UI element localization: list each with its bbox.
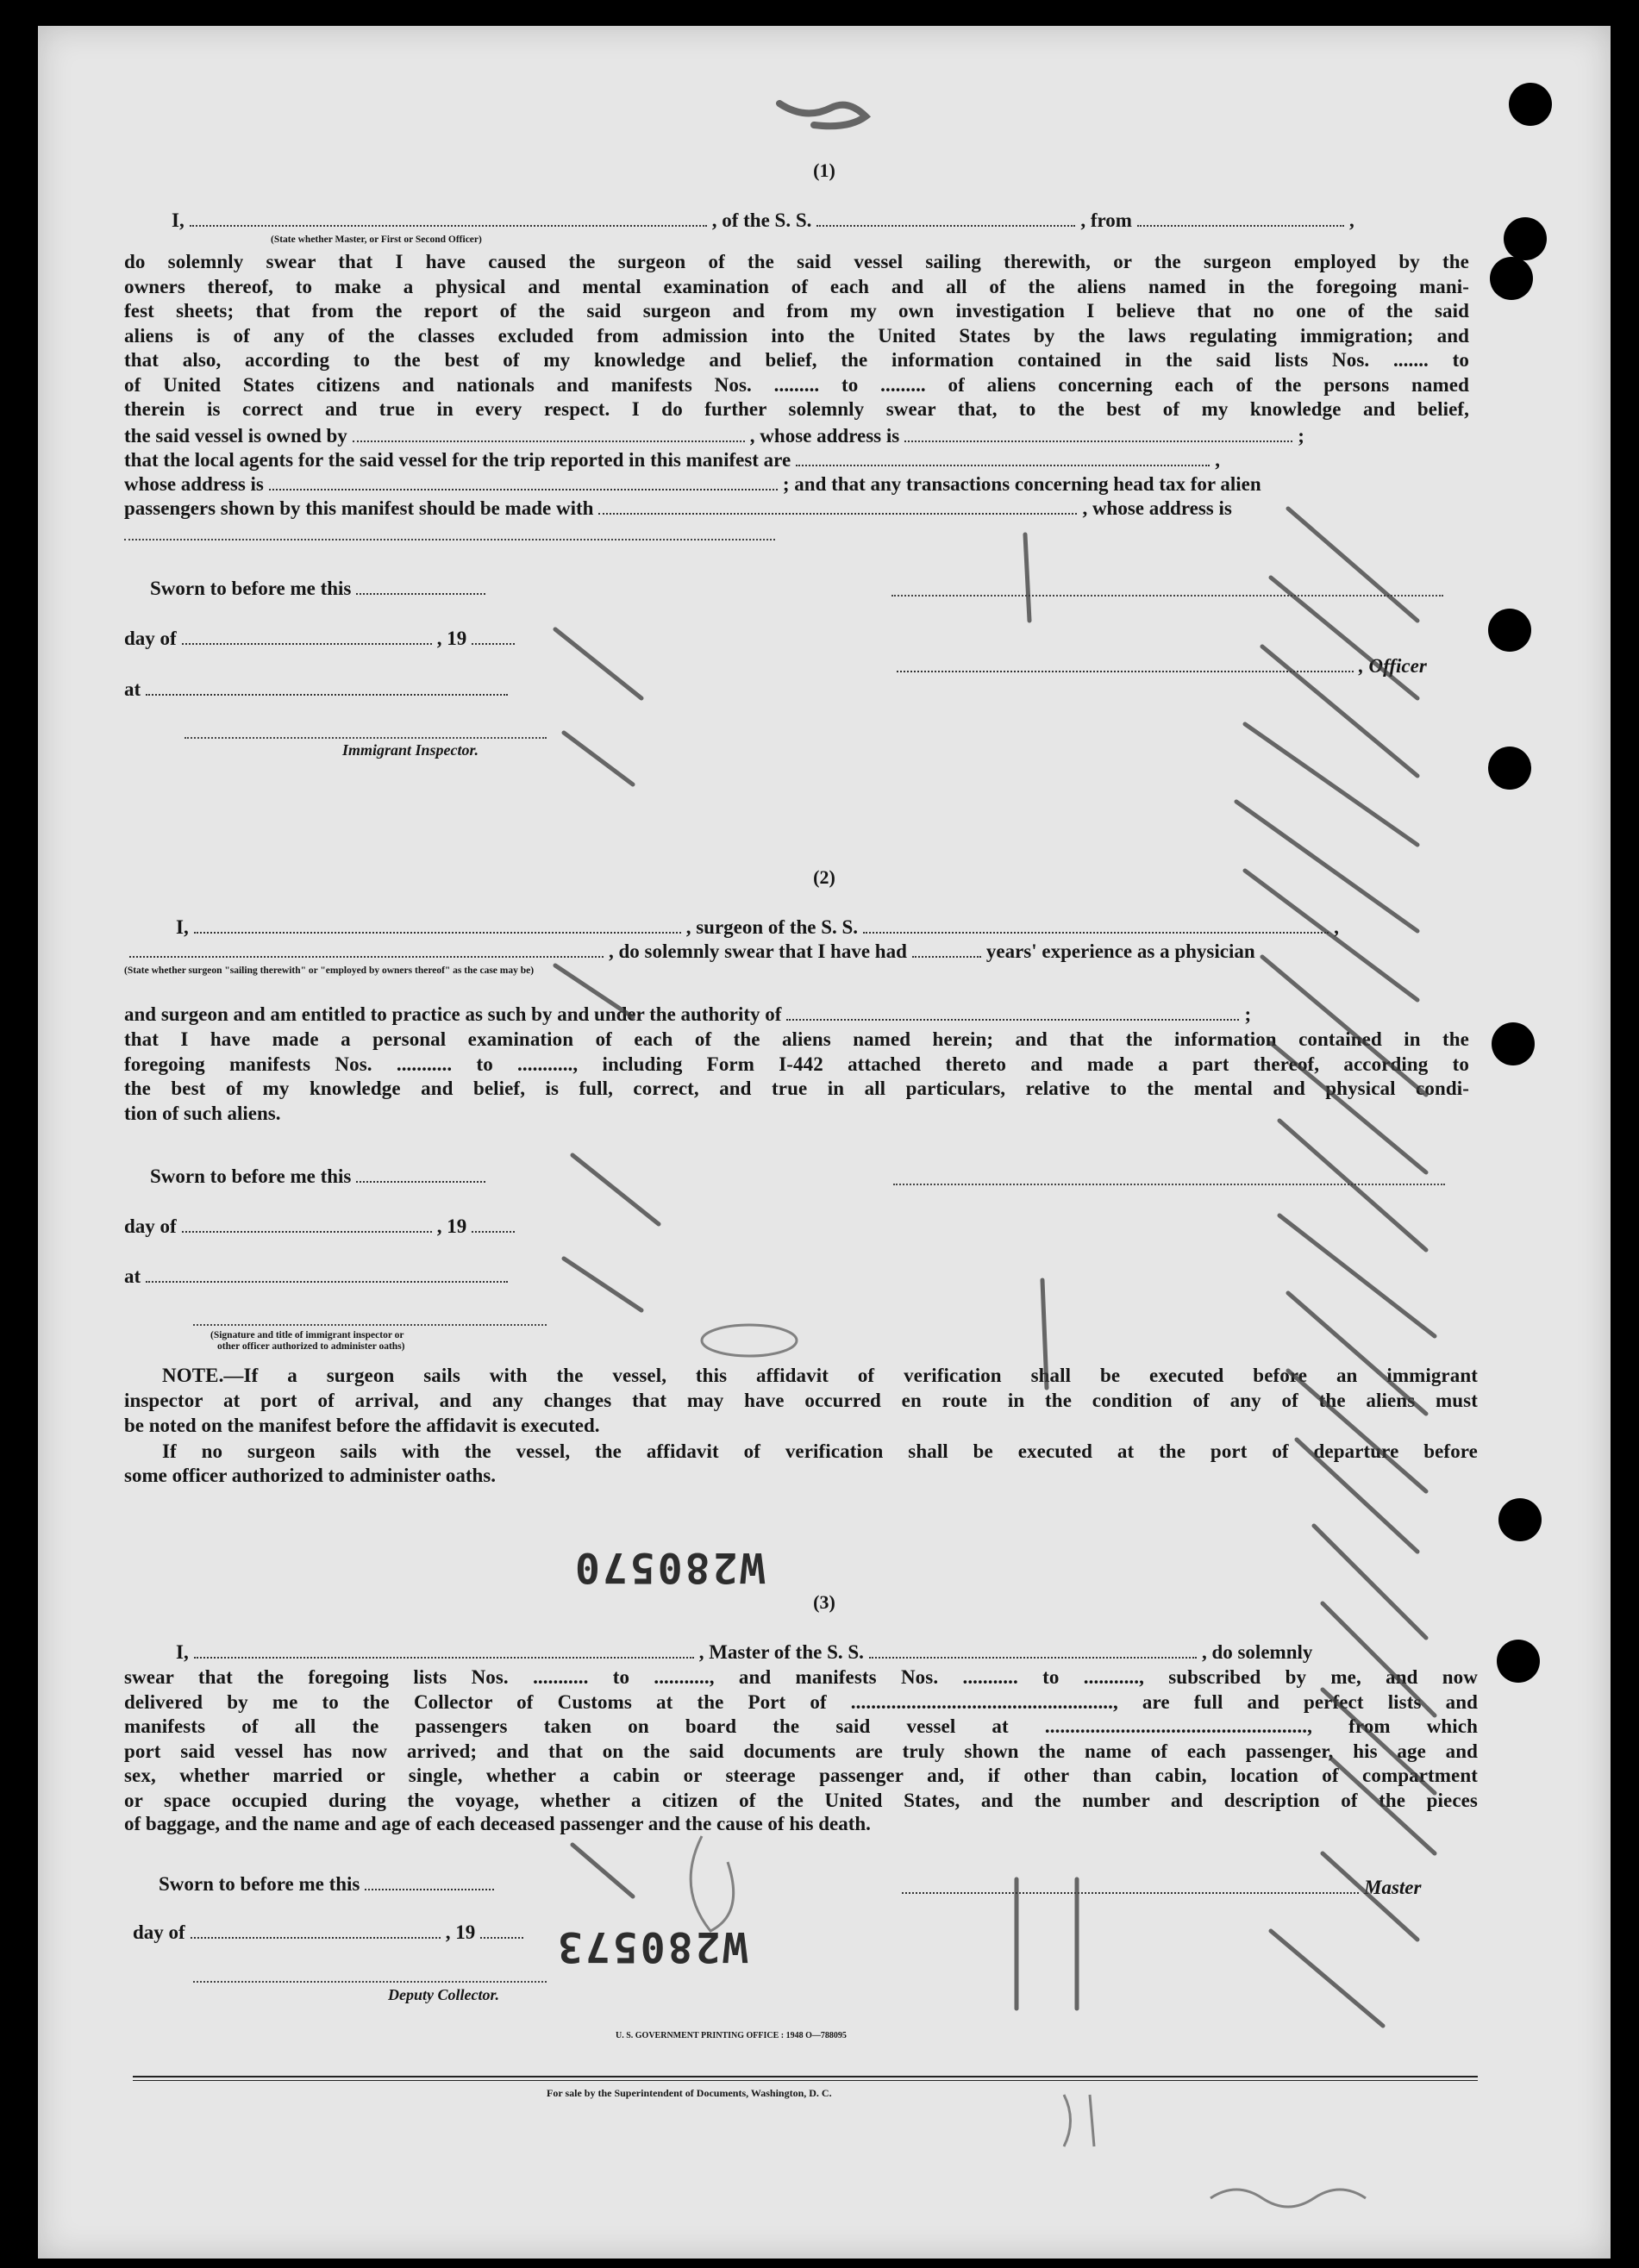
stamp-number-2: W280573 [555,1922,748,1971]
note-second: If no surgeon sails with the vessel, the affidavit of verification shall be executed at the port of departure before [162,1440,1478,1462]
s3-master-line: I, , Master of the S. S. , do solemnly [176,1641,1313,1663]
section-2-heading: (2) [813,866,835,888]
s1-oath-body: do solemnly swear that I have caused the surgeon of the said vessel sailing therewith, or the surgeon employed by the owners thereof, to make a physical and mental examination of each and all of the aliens named in the foregoing mani- fest sheets; that from the report of the said surgeon and from my own investigation I believe that no one of the said aliens is of any of the classes excluded from admission into the United States by the laws regulating immigration; and that also, according to the best of my knowledge and belief, the information contained in the said lists Nos. ....... to of United States citizens and nationals and manifests Nos. ......... to ......... of aliens concerning each of the persons named therein is correct and true in every respect. I do further solemnly swear that, to the best of my knowledge and belief, [124,251,1469,420]
s3-body-last: of baggage, and the name and age of each deceased passenger and the cause of his death. [124,1813,871,1834]
s2-day-of: day of , 19 [124,1215,520,1238]
s1-passengers-line: passengers shown by this manifest should be made with , whose address is [124,497,1232,519]
s2-sig-caption-1: (Signature and title of immigrant inspector or [210,1330,404,1340]
deputy-collector-caption: Deputy Collector. [388,1986,499,2003]
s2-oath-body: that I have made a personal examination of each of the aliens named herein; and that the information contained in the foregoing manifests Nos. ........... to ..........., including Form I-442 attached thereto and made a part thereof, according to the best of my knowledge and belief, is full, correct, and true in all particulars, relative to the mental and physical condi- [124,1028,1469,1099]
s2-surgeon-line: I, , surgeon of the S. S. , [176,916,1339,938]
s3-day-of: day of , 19 [133,1921,529,1944]
s3-master-sig: Master [897,1877,1421,1899]
s2-sig-caption-2: other officer authorized to administer oaths) [217,1341,405,1352]
s1-officer-line: I, , of the S. S. , from , [172,209,1354,231]
officer-caption: (State whether Master, or First or Second Officer) [271,234,482,245]
s1-at: at [124,678,513,701]
section-1-heading: (1) [813,159,835,181]
note-body: NOTE.—If a surgeon sails with the vessel, this affidavit of verification shall be executed before an immigrant inspector at port of arrival, and any changes that may have occurred en route in the condition of any of the aliens must [124,1365,1478,1411]
stamp-number-1: W280570 [572,1543,766,1591]
s2-authority-line: and surgeon and am entitled to practice as such by and under the authority of ; [124,1003,1252,1025]
sale-notice: For sale by the Superintendent of Documents, Washington, D. C. [547,2087,832,2099]
s3-sworn: Sworn to before me this [159,1873,499,1896]
surgeon-caption: (State whether surgeon "sailing therewith" or "employed by owners thereof" as the case may be) [124,965,535,976]
s2-years-line: , do solemnly swear that I have had years' experience as a physician [124,940,1469,963]
s1-sworn: Sworn to before me this [150,578,491,600]
s2-sworn: Sworn to before me this [150,1165,491,1188]
note-line-5: some officer authorized to administer oaths. [124,1465,496,1486]
immigrant-inspector-caption: Immigrant Inspector. [342,741,479,759]
s1-officer-sig: , Officer [891,655,1427,678]
note-line-3: be noted on the manifest before the affidavit is executed. [124,1415,600,1436]
s1-owner-line: the said vessel is owned by , whose address is ; [124,425,1304,447]
s1-agents-address-line: whose address is ; and that any transactions concerning head tax for alien [124,473,1261,495]
manifest-page [38,26,1611,2259]
s1-day-of: day of , 19 [124,628,520,650]
s2-body-last: tion of such aliens. [124,1103,281,1124]
s3-oath-body: swear that the foregoing lists Nos. ........... to ..........., and manifests Nos. ........... to ..........., subscribed by me, and now delivered by me to the Collector of Customs at the Port of ...................................................., are full and perfect lists and manifests of all the passengers taken on board the said vessel at ...................................................., from which port said vessel has now arrived; and that on the said documents are truly shown the name of each passenger, his age and sex, whether married or single, whether a cabin or steerage passenger and, if other than cabin, location of compartment or space occupied during the voyage, whether a citizen of the United States, and the number and description of the pieces [124,1666,1478,1811]
handwritten-marks [38,26,1611,2259]
s1-agents-line: that the local agents for the said vessel for the trip reported in this manifest are , [124,449,1220,471]
gpo-imprint: U. S. GOVERNMENT PRINTING OFFICE : 1948 O—788095 [616,2031,847,2040]
section-3-heading: (3) [813,1591,835,1613]
s2-at: at [124,1265,513,1288]
